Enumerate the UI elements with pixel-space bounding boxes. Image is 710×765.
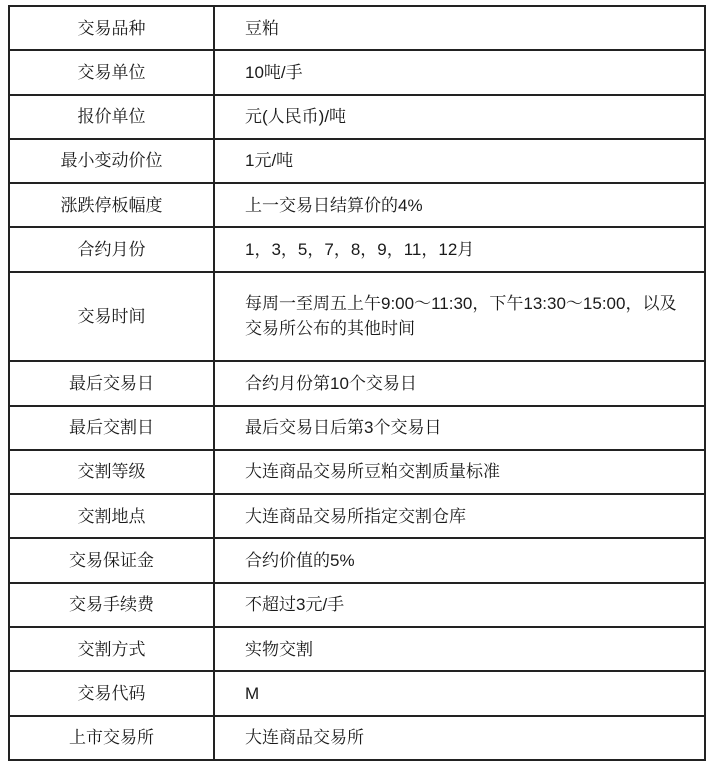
spec-value: 大连商品交易所 xyxy=(214,716,705,760)
spec-label: 交割等级 xyxy=(9,450,214,494)
spec-value: 豆粕 xyxy=(214,6,705,50)
spec-value: 每周一至周五上午9:00～11:30，下午13:30～15:00，以及交易所公布的其他时间 xyxy=(214,272,705,362)
spec-label: 上市交易所 xyxy=(9,716,214,760)
spec-value: 元(人民币)/吨 xyxy=(214,95,705,139)
table-row-delivery-location xyxy=(9,494,705,538)
spec-value: 实物交割 xyxy=(214,627,705,671)
spec-label: 交易单位 xyxy=(9,50,214,94)
table-row-contract-months xyxy=(9,227,705,271)
table-row-quote-unit xyxy=(9,95,705,139)
spec-label: 交易手续费 xyxy=(9,583,214,627)
spec-value: 合约月份第10个交易日 xyxy=(214,361,705,405)
spec-value: 10吨/手 xyxy=(214,50,705,94)
spec-value: M xyxy=(214,671,705,715)
spec-label: 报价单位 xyxy=(9,95,214,139)
table-row-price-limit xyxy=(9,183,705,227)
spec-label: 交易品种 xyxy=(9,6,214,50)
spec-value: 大连商品交易所指定交割仓库 xyxy=(214,494,705,538)
table-row-trading-unit xyxy=(9,50,705,94)
spec-value: 最后交易日后第3个交易日 xyxy=(214,406,705,450)
spec-value: 不超过3元/手 xyxy=(214,583,705,627)
table-row-trading-code xyxy=(9,671,705,715)
spec-value: 1，3，5，7，8，9，11，12月 xyxy=(214,227,705,271)
spec-label: 合约月份 xyxy=(9,227,214,271)
spec-value: 合约价值的5% xyxy=(214,538,705,582)
spec-label: 交割地点 xyxy=(9,494,214,538)
table-row-trading-product xyxy=(9,6,705,50)
spec-value: 大连商品交易所豆粕交割质量标准 xyxy=(214,450,705,494)
spec-value: 上一交易日结算价的4% xyxy=(214,183,705,227)
table-row-trading-fee xyxy=(9,583,705,627)
table-row-trading-margin xyxy=(9,538,705,582)
spec-label: 交易时间 xyxy=(9,272,214,362)
spec-label: 交易代码 xyxy=(9,671,214,715)
spec-label: 交割方式 xyxy=(9,627,214,671)
spec-label: 最后交割日 xyxy=(9,406,214,450)
table-row-listing-exchange xyxy=(9,716,705,760)
spec-label: 涨跌停板幅度 xyxy=(9,183,214,227)
table-row-delivery-method xyxy=(9,627,705,671)
table-row-trading-hours xyxy=(9,272,705,362)
spec-label: 最小变动价位 xyxy=(9,139,214,183)
table-row-last-trading-day xyxy=(9,361,705,405)
table-row-tick-size xyxy=(9,139,705,183)
table-row-last-delivery-day xyxy=(9,406,705,450)
spec-label: 最后交易日 xyxy=(9,361,214,405)
contract-spec-table xyxy=(8,5,706,761)
spec-value: 1元/吨 xyxy=(214,139,705,183)
spec-label: 交易保证金 xyxy=(9,538,214,582)
table-row-delivery-grade xyxy=(9,450,705,494)
